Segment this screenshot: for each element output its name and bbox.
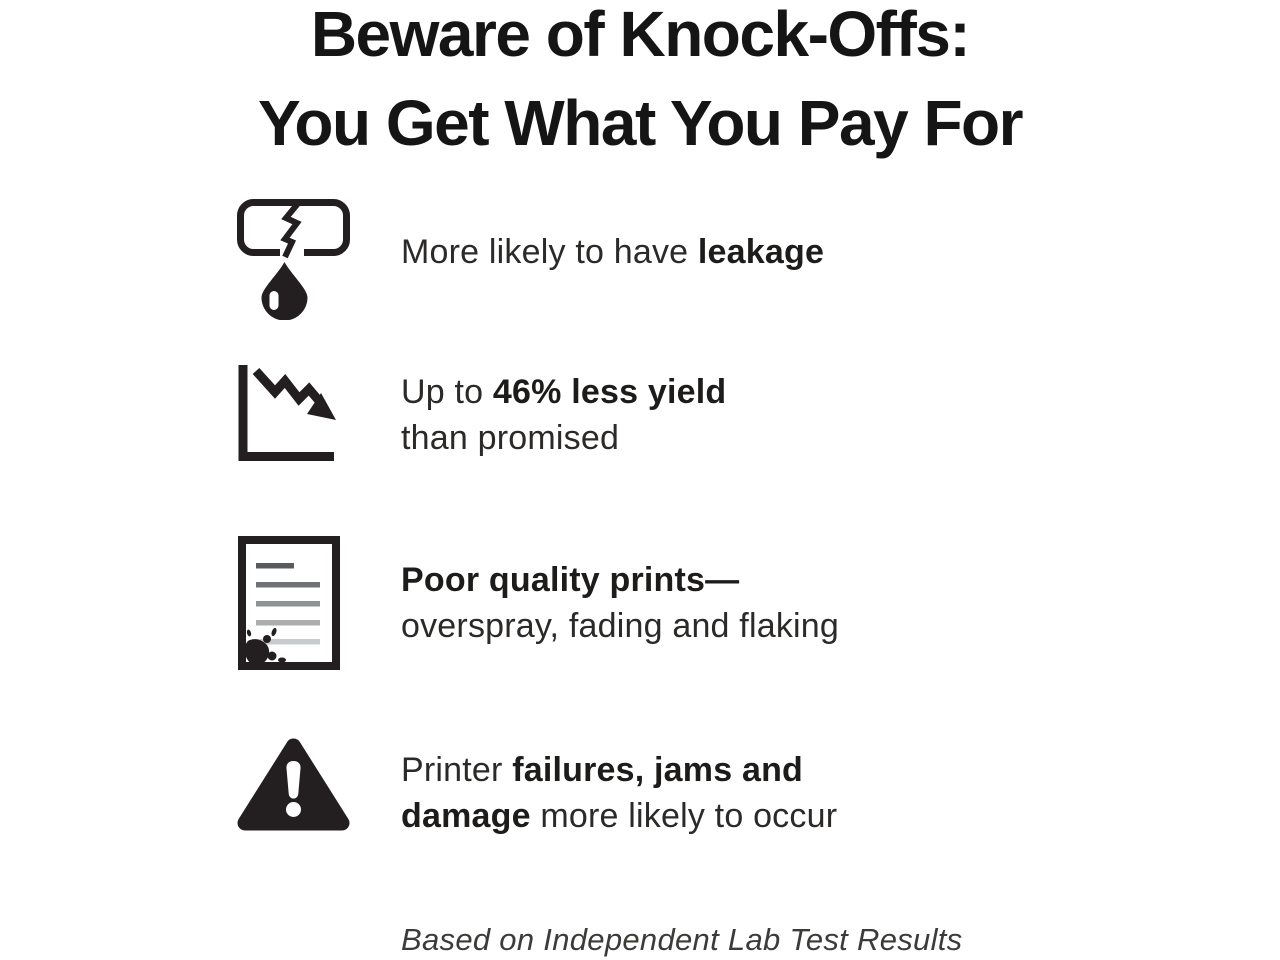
text-segment-bold: damage	[401, 797, 531, 835]
page-title	[0, 0, 1280, 168]
text-segment: overspray, fading and flaking	[401, 607, 839, 645]
text-segment-bold: leakage	[697, 233, 825, 271]
leaking-cartridge-icon	[236, 198, 351, 320]
text-segment: than promised	[401, 419, 620, 457]
warning-triangle-icon	[234, 733, 353, 834]
text-segment: Up to	[401, 373, 493, 411]
printer-failure-text	[401, 747, 837, 839]
declining-yield-chart-icon	[236, 363, 342, 465]
text-segment-bold: failures, jams and	[512, 751, 804, 789]
leakage-text	[401, 229, 824, 275]
smudged-document-icon	[238, 536, 340, 670]
footer-disclaimer: Based on Independent Lab Test Results	[401, 922, 963, 957]
yield-text	[401, 369, 726, 461]
text-segment: more likely to occur	[530, 797, 838, 835]
text-segment-bold: Poor quality prints—	[401, 561, 740, 599]
text-segment: More likely to have	[401, 233, 698, 271]
text-segment-bold: 46% less yield	[492, 373, 727, 411]
title-line-1: Beware of Knock-Offs:	[310, 0, 970, 70]
text-segment: Printer	[401, 751, 513, 789]
print-quality-text	[401, 557, 839, 649]
title-line-2: You Get What You Pay For	[257, 87, 1023, 159]
